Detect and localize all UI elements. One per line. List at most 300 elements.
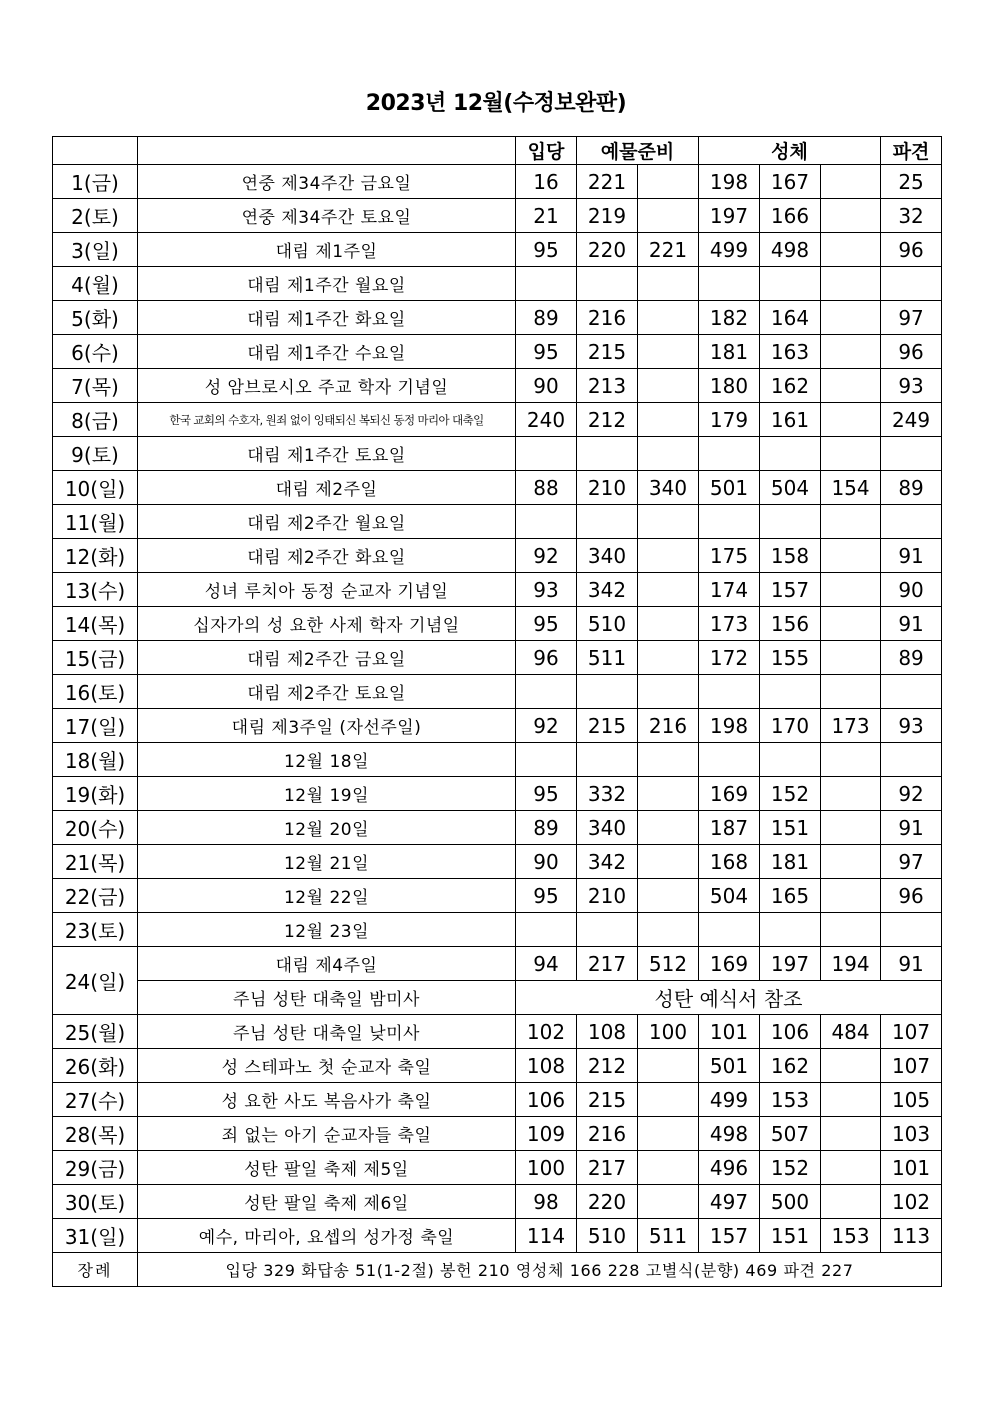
hymn-number (638, 369, 699, 403)
hymn-number: 174 (699, 573, 760, 607)
hymn-number: 215 (577, 335, 638, 369)
hymn-number (638, 1185, 699, 1219)
hymn-number: 507 (760, 1117, 821, 1151)
hymn-number: 498 (699, 1117, 760, 1151)
day-cell: 20(수) (53, 811, 138, 845)
day-cell: 19(화) (53, 777, 138, 811)
celebration-name: 연중 제34주간 금요일 (138, 165, 516, 199)
celebration-name: 주님 성탄 대축일 낮미사 (138, 1015, 516, 1049)
hymn-number: 216 (577, 301, 638, 335)
hymn-number: 102 (516, 1015, 577, 1049)
table-row (53, 165, 942, 199)
day-cell: 10(일) (53, 471, 138, 505)
table-row (53, 1219, 942, 1253)
hymn-number (638, 1117, 699, 1151)
hymn-number (881, 437, 942, 471)
header-offertory: 예물준비 (577, 137, 699, 165)
hymn-number: 496 (699, 1151, 760, 1185)
hymn-number: 157 (760, 573, 821, 607)
hymn-number: 16 (516, 165, 577, 199)
hymn-number: 21 (516, 199, 577, 233)
hymn-number: 103 (881, 1117, 942, 1151)
hymn-number (699, 505, 760, 539)
hymn-number: 91 (881, 947, 942, 981)
hymn-number: 219 (577, 199, 638, 233)
hymn-number (699, 675, 760, 709)
day-cell: 13(수) (53, 573, 138, 607)
table-row (53, 879, 942, 913)
hymn-number (821, 267, 881, 301)
funeral-hymns: 입당 329 화답송 51(1-2절) 봉헌 210 영성체 166 228 고별식(분향) 469 파견 227 (138, 1253, 942, 1287)
table-row (53, 369, 942, 403)
hymn-number: 167 (760, 165, 821, 199)
day-cell: 15(금) (53, 641, 138, 675)
hymn-number: 95 (516, 607, 577, 641)
hymn-number: 194 (821, 947, 881, 981)
hymn-number: 92 (881, 777, 942, 811)
hymn-number (638, 675, 699, 709)
table-row (53, 1049, 942, 1083)
hymn-number (638, 879, 699, 913)
hymn-number (516, 913, 577, 947)
hymn-number (638, 607, 699, 641)
hymn-number (638, 437, 699, 471)
hymn-number: 151 (760, 811, 821, 845)
hymn-number: 342 (577, 573, 638, 607)
celebration-name: 대림 제2주간 토요일 (138, 675, 516, 709)
table-row (53, 267, 942, 301)
hymn-number: 216 (577, 1117, 638, 1151)
hymn-number (821, 675, 881, 709)
hymn-number (577, 743, 638, 777)
hymn-number (638, 1049, 699, 1083)
table-row (53, 675, 942, 709)
hymn-number (638, 1083, 699, 1117)
hymn-number: 162 (760, 1049, 821, 1083)
hymn-schedule-table (52, 136, 942, 1287)
celebration-name: 대림 제1주간 토요일 (138, 437, 516, 471)
hymn-number (760, 267, 821, 301)
hymn-number: 105 (881, 1083, 942, 1117)
hymn-number (821, 573, 881, 607)
hymn-number: 96 (516, 641, 577, 675)
hymn-number: 182 (699, 301, 760, 335)
hymn-number: 93 (881, 709, 942, 743)
header-entrance: 입당 (516, 137, 577, 165)
hymn-number (821, 1083, 881, 1117)
hymn-number: 342 (577, 845, 638, 879)
hymn-number: 216 (638, 709, 699, 743)
hymn-number: 165 (760, 879, 821, 913)
celebration-name: 성 요한 사도 복음사가 축일 (138, 1083, 516, 1117)
hymn-number (638, 165, 699, 199)
celebration-name: 한국 교회의 수호자, 원죄 없이 잉태되신 복되신 동정 마리아 대축일 (138, 403, 516, 437)
celebration-name: 12월 22일 (138, 879, 516, 913)
celebration-name: 대림 제2주간 화요일 (138, 539, 516, 573)
hymn-number: 153 (760, 1083, 821, 1117)
table-row (53, 981, 942, 1015)
hymn-number: 89 (516, 811, 577, 845)
day-cell: 31(일) (53, 1219, 138, 1253)
header-row (53, 137, 942, 165)
hymn-number: 179 (699, 403, 760, 437)
hymn-number: 93 (881, 369, 942, 403)
hymn-number (821, 777, 881, 811)
table-row (53, 1083, 942, 1117)
hymn-number: 90 (881, 573, 942, 607)
hymn-number: 499 (699, 1083, 760, 1117)
hymn-number (821, 743, 881, 777)
day-cell: 26(화) (53, 1049, 138, 1083)
hymn-number: 212 (577, 1049, 638, 1083)
hymn-number (638, 913, 699, 947)
table-row (53, 845, 942, 879)
hymn-number (638, 403, 699, 437)
table-row (53, 301, 942, 335)
hymn-number (638, 845, 699, 879)
hymn-number: 91 (881, 811, 942, 845)
hymn-number: 510 (577, 607, 638, 641)
hymn-number: 340 (577, 811, 638, 845)
hymn-number: 101 (699, 1015, 760, 1049)
hymn-number: 107 (881, 1015, 942, 1049)
hymn-number (516, 675, 577, 709)
hymn-number: 91 (881, 539, 942, 573)
hymn-number: 97 (881, 301, 942, 335)
hymn-number: 108 (577, 1015, 638, 1049)
hymn-number: 169 (699, 947, 760, 981)
hymn-number: 102 (881, 1185, 942, 1219)
celebration-name: 12월 23일 (138, 913, 516, 947)
hymn-number (881, 505, 942, 539)
hymn-number (821, 403, 881, 437)
header-communion: 성체 (699, 137, 881, 165)
hymn-number (760, 675, 821, 709)
hymn-number: 89 (881, 471, 942, 505)
hymn-number: 220 (577, 1185, 638, 1219)
hymn-number (881, 913, 942, 947)
header-name (138, 137, 516, 165)
day-cell: 17(일) (53, 709, 138, 743)
hymn-number: 166 (760, 199, 821, 233)
hymn-number: 153 (821, 1219, 881, 1253)
hymn-number (699, 267, 760, 301)
document-title: 2023년 12월(수정보완판) (365, 91, 627, 116)
hymn-number (638, 1151, 699, 1185)
hymn-number: 92 (516, 539, 577, 573)
hymn-number (821, 913, 881, 947)
day-cell: 27(수) (53, 1083, 138, 1117)
hymn-number: 25 (881, 165, 942, 199)
day-cell: 12(화) (53, 539, 138, 573)
hymn-number (821, 1151, 881, 1185)
hymn-number: 109 (516, 1117, 577, 1151)
hymn-number (821, 845, 881, 879)
hymn-number: 161 (760, 403, 821, 437)
hymn-number: 162 (760, 369, 821, 403)
hymn-number (516, 743, 577, 777)
hymn-number: 95 (516, 335, 577, 369)
celebration-name: 죄 없는 아기 순교자들 축일 (138, 1117, 516, 1151)
hymn-number (821, 539, 881, 573)
hymn-number: 97 (881, 845, 942, 879)
hymn-number: 107 (881, 1049, 942, 1083)
hymn-number: 213 (577, 369, 638, 403)
header-date (53, 137, 138, 165)
hymn-number: 210 (577, 471, 638, 505)
hymn-number (821, 199, 881, 233)
table-row (53, 471, 942, 505)
hymn-number: 100 (638, 1015, 699, 1049)
day-cell: 11(월) (53, 505, 138, 539)
hymn-number (577, 267, 638, 301)
celebration-name: 성탄 팔일 축제 제5일 (138, 1151, 516, 1185)
hymn-number: 169 (699, 777, 760, 811)
hymn-number: 152 (760, 1151, 821, 1185)
hymn-number: 163 (760, 335, 821, 369)
hymn-number: 198 (699, 709, 760, 743)
hymn-number (760, 743, 821, 777)
day-cell: 6(수) (53, 335, 138, 369)
funeral-row (53, 1253, 942, 1287)
hymn-number: 198 (699, 165, 760, 199)
day-cell: 23(토) (53, 913, 138, 947)
table-row (53, 811, 942, 845)
day-cell: 9(토) (53, 437, 138, 471)
hymn-number (821, 233, 881, 267)
hymn-number: 173 (699, 607, 760, 641)
hymn-number (881, 267, 942, 301)
hymn-number (638, 539, 699, 573)
hymn-number: 90 (516, 845, 577, 879)
hymn-number: 197 (760, 947, 821, 981)
hymn-number (638, 267, 699, 301)
table-row (53, 573, 942, 607)
hymn-number: 484 (821, 1015, 881, 1049)
hymn-number (760, 505, 821, 539)
hymn-number (821, 1185, 881, 1219)
day-cell: 30(토) (53, 1185, 138, 1219)
hymn-number: 106 (760, 1015, 821, 1049)
celebration-name: 대림 제1주간 화요일 (138, 301, 516, 335)
hymn-number (638, 777, 699, 811)
celebration-name: 예수, 마리아, 요셉의 성가정 축일 (138, 1219, 516, 1253)
celebration-name: 12월 20일 (138, 811, 516, 845)
hymn-number: 114 (516, 1219, 577, 1253)
hymn-number (821, 811, 881, 845)
hymn-number: 164 (760, 301, 821, 335)
hymn-number (699, 913, 760, 947)
day-cell: 25(월) (53, 1015, 138, 1049)
celebration-name: 대림 제3주일 (자선주일) (138, 709, 516, 743)
hymn-number: 106 (516, 1083, 577, 1117)
header-dismissal: 파견 (881, 137, 942, 165)
hymn-number: 181 (699, 335, 760, 369)
hymn-number: 172 (699, 641, 760, 675)
hymn-number (760, 913, 821, 947)
hymn-number: 92 (516, 709, 577, 743)
table-row (53, 641, 942, 675)
day-cell: 18(월) (53, 743, 138, 777)
hymn-number: 95 (516, 777, 577, 811)
hymn-number: 90 (516, 369, 577, 403)
hymn-number: 249 (881, 403, 942, 437)
celebration-name: 12월 21일 (138, 845, 516, 879)
table-row (53, 1015, 942, 1049)
celebration-name: 대림 제2주간 금요일 (138, 641, 516, 675)
hymn-number: 501 (699, 1049, 760, 1083)
hymn-number (821, 437, 881, 471)
table-row (53, 539, 942, 573)
table-row (53, 505, 942, 539)
hymn-number: 499 (699, 233, 760, 267)
table-row (53, 913, 942, 947)
hymn-number: 332 (577, 777, 638, 811)
hymn-number: 340 (638, 471, 699, 505)
hymn-number (821, 641, 881, 675)
hymn-number: 100 (516, 1151, 577, 1185)
hymn-number (638, 743, 699, 777)
hymn-number (638, 573, 699, 607)
day-cell: 21(목) (53, 845, 138, 879)
hymn-number (577, 437, 638, 471)
day-cell: 4(월) (53, 267, 138, 301)
hymn-number: 175 (699, 539, 760, 573)
table-row (53, 233, 942, 267)
day-cell: 1(금) (53, 165, 138, 199)
hymn-number: 215 (577, 709, 638, 743)
table-row (53, 437, 942, 471)
hymn-number: 500 (760, 1185, 821, 1219)
hymn-number: 217 (577, 1151, 638, 1185)
hymn-number: 210 (577, 879, 638, 913)
hymn-number (821, 1049, 881, 1083)
day-cell: 24(일) (53, 947, 138, 1015)
hymn-number: 512 (638, 947, 699, 981)
hymn-number: 501 (699, 471, 760, 505)
hymn-number (821, 505, 881, 539)
hymn-number: 504 (699, 879, 760, 913)
hymn-number: 95 (516, 233, 577, 267)
table-row (53, 947, 942, 981)
hymn-number: 510 (577, 1219, 638, 1253)
hymn-number: 156 (760, 607, 821, 641)
hymn-number (577, 913, 638, 947)
hymn-number (577, 675, 638, 709)
table-row (53, 403, 942, 437)
table-row (53, 1185, 942, 1219)
hymn-number: 108 (516, 1049, 577, 1083)
hymn-number (821, 165, 881, 199)
table-row (53, 607, 942, 641)
table-row (53, 335, 942, 369)
hymn-number: 93 (516, 573, 577, 607)
day-cell: 5(화) (53, 301, 138, 335)
day-cell: 22(금) (53, 879, 138, 913)
celebration-name: 십자가의 성 요한 사제 학자 기념일 (138, 607, 516, 641)
hymn-number (881, 743, 942, 777)
hymn-number (516, 505, 577, 539)
hymn-number: 151 (760, 1219, 821, 1253)
hymn-number: 157 (699, 1219, 760, 1253)
hymn-number: 212 (577, 403, 638, 437)
table-row (53, 1117, 942, 1151)
celebration-name: 성 암브로시오 주교 학자 기념일 (138, 369, 516, 403)
celebration-name: 대림 제1주간 수요일 (138, 335, 516, 369)
hymn-number (577, 505, 638, 539)
hymn-number: 180 (699, 369, 760, 403)
hymn-number (821, 879, 881, 913)
hymn-number: 89 (881, 641, 942, 675)
hymn-number (638, 641, 699, 675)
celebration-name: 12월 19일 (138, 777, 516, 811)
hymn-number (516, 437, 577, 471)
hymn-number: 511 (577, 641, 638, 675)
table-row (53, 777, 942, 811)
hymn-number: 181 (760, 845, 821, 879)
hymn-number: 217 (577, 947, 638, 981)
hymn-number (821, 335, 881, 369)
hymn-number: 113 (881, 1219, 942, 1253)
hymn-number: 340 (577, 539, 638, 573)
celebration-name: 12월 18일 (138, 743, 516, 777)
hymn-number: 240 (516, 403, 577, 437)
day-cell: 16(토) (53, 675, 138, 709)
hymn-number: 95 (516, 879, 577, 913)
celebration-name: 주님 성탄 대축일 밤미사 (138, 981, 516, 1015)
hymn-number: 101 (881, 1151, 942, 1185)
hymn-number (638, 199, 699, 233)
celebration-name: 대림 제1주일 (138, 233, 516, 267)
hymn-number (821, 301, 881, 335)
hymn-number (881, 675, 942, 709)
hymn-number: 173 (821, 709, 881, 743)
hymn-number (638, 301, 699, 335)
hymn-number (821, 369, 881, 403)
hymn-number (760, 437, 821, 471)
celebration-name: 성녀 루치아 동정 순교자 기념일 (138, 573, 516, 607)
table-row (53, 199, 942, 233)
hymn-number: 221 (577, 165, 638, 199)
hymn-number (638, 811, 699, 845)
hymn-number (638, 335, 699, 369)
hymn-number (699, 743, 760, 777)
hymn-number: 215 (577, 1083, 638, 1117)
hymn-number: 511 (638, 1219, 699, 1253)
celebration-name: 대림 제2주간 월요일 (138, 505, 516, 539)
day-cell: 28(목) (53, 1117, 138, 1151)
hymn-number: 94 (516, 947, 577, 981)
celebration-name: 대림 제4주일 (138, 947, 516, 981)
hymn-number: 155 (760, 641, 821, 675)
hymn-number (821, 1117, 881, 1151)
hymn-number: 96 (881, 233, 942, 267)
day-cell: 14(목) (53, 607, 138, 641)
hymn-number: 89 (516, 301, 577, 335)
table-row (53, 743, 942, 777)
day-cell: 2(토) (53, 199, 138, 233)
hymn-number: 168 (699, 845, 760, 879)
hymn-number: 187 (699, 811, 760, 845)
funeral-label: 장례 (53, 1253, 138, 1287)
table-row (53, 709, 942, 743)
hymn-number (516, 267, 577, 301)
hymn-number: 158 (760, 539, 821, 573)
hymn-number: 497 (699, 1185, 760, 1219)
hymn-number (699, 437, 760, 471)
hymn-number: 221 (638, 233, 699, 267)
hymn-number: 96 (881, 879, 942, 913)
